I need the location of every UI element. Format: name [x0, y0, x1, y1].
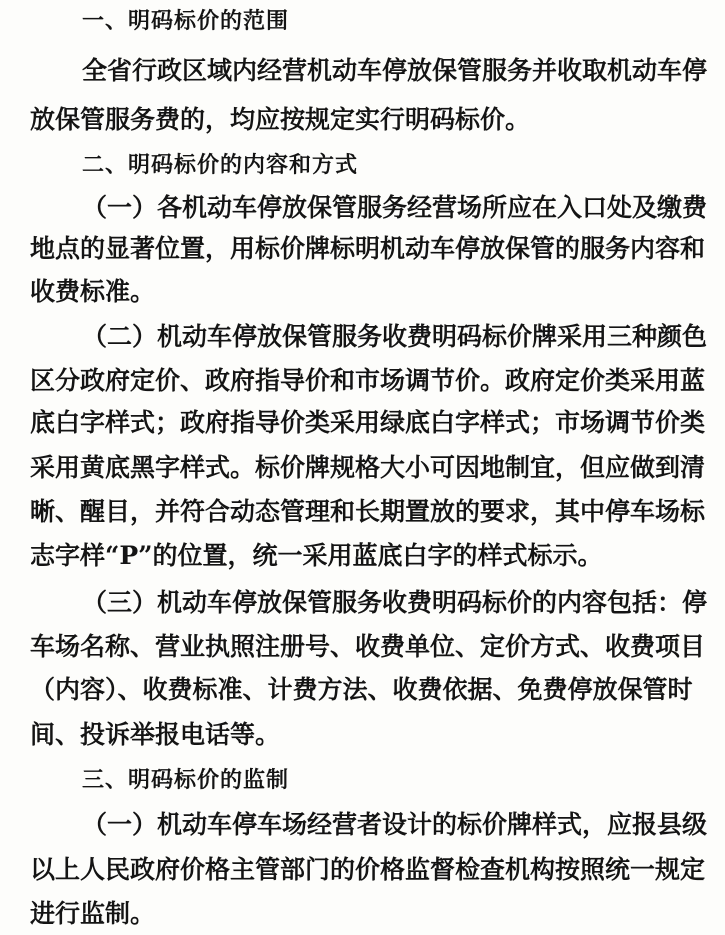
paragraph-line: （三）机动车停放保管服务收费明码标价的内容包括：停: [82, 588, 708, 617]
paragraph-line: （内容）、收费标准、计费方法、收费依据、免费停放保管时: [30, 675, 693, 704]
paragraph-line: 全省行政区域内经营机动车停放保管服务并收取机动车停: [82, 56, 708, 85]
paragraph-line: 志字样“P”的位置，统一采用蓝底白字的样式标示。: [30, 541, 603, 570]
paragraph-line: 地点的显著位置，用标价牌标明机动车停放保管的服务内容和: [30, 234, 706, 263]
section-heading: 三、明码标价的监制: [82, 767, 290, 793]
paragraph-line: 以上人民政府价格主管部门的价格监督检查机构按照统一规定: [30, 855, 706, 884]
paragraph-line: 晰、醒目，并符合动态管理和长期置放的要求，其中停车场标: [30, 497, 706, 526]
paragraph-line: （二）机动车停放保管服务收费明码标价牌采用三种颜色: [82, 322, 708, 351]
paragraph-line: 放保管服务费的，均应按规定实行明码标价。: [30, 105, 531, 134]
paragraph-line: 车场名称、营业执照注册号、收费单位、定价方式、收费项目: [30, 632, 706, 661]
section-heading: 一、明码标价的范围: [82, 8, 290, 34]
paragraph-line: （一）各机动车停放保管服务经营场所应在入口处及缴费: [82, 193, 708, 222]
paragraph-line: 收费标准。: [30, 277, 156, 306]
paragraph-line: 间、投诉举报电话等。: [30, 720, 281, 749]
paragraph-line: 区分政府定价、政府指导价和市场调节价。政府定价类采用蓝: [30, 366, 706, 395]
section-heading: 二、明码标价的内容和方式: [82, 152, 359, 178]
paragraph-line: 进行监制。: [30, 899, 156, 928]
paragraph-line: 底白字样式；政府指导价类采用绿底白字样式；市场调节价类: [30, 408, 706, 437]
paragraph-line: 采用黄底黑字样式。标价牌规格大小可因地制宜，但应做到清: [30, 453, 706, 482]
paragraph-line: （一）机动车停车场经营者设计的标价牌样式，应报县级: [82, 810, 708, 839]
